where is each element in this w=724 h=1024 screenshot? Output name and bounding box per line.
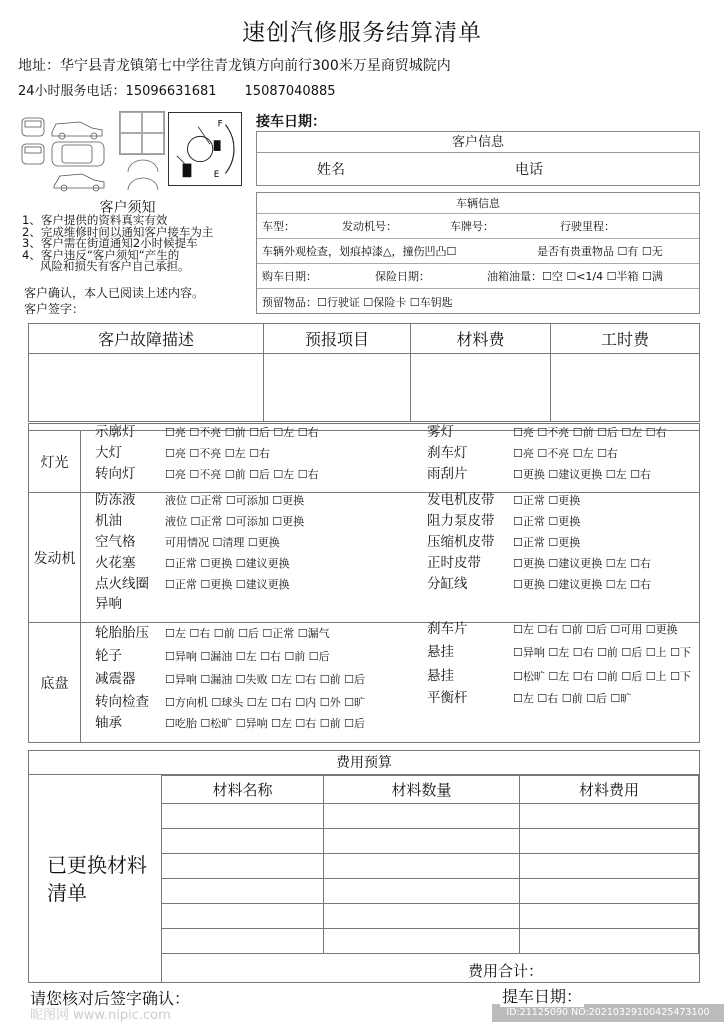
item-options[interactable]: ☐正常 ☐更换 ☐建议更换 [165, 557, 290, 570]
cell[interactable] [324, 879, 520, 904]
inspection-item[interactable] [95, 513, 304, 530]
item-name: 机油 [95, 513, 122, 529]
cell[interactable] [520, 854, 699, 879]
inspection-item[interactable] [427, 513, 580, 530]
forecast-cell[interactable] [264, 354, 411, 422]
pickup-date-label: 接车日期： [256, 114, 326, 130]
inspection-item[interactable] [95, 625, 330, 642]
confirm-text: 客户确认，本人已阅读上述内容。 [24, 286, 205, 300]
materials-table [161, 775, 699, 954]
item-options[interactable]: ☐异响 ☐漏油 ☐左 ☐右 ☐前 ☐后 [165, 650, 330, 663]
inspection-item[interactable] [95, 694, 365, 711]
purchase-date-field[interactable]: 购车日期： [262, 270, 317, 283]
inspection-grid-icon [119, 111, 165, 155]
fuel-level-check[interactable]: 油箱油量：☐空 ☐<1/4 ☐半箱 ☐满 [487, 270, 663, 283]
item-name: 刹车片 [427, 621, 468, 637]
table-row [162, 879, 699, 904]
item-name: 阻力泵皮带 [427, 513, 495, 529]
item-options[interactable]: ☐正常 ☐更换 ☐建议更换 [165, 578, 290, 591]
material-fee-header: 材料费 [411, 324, 551, 354]
inspection-item[interactable] [95, 648, 330, 665]
notice-item: 风险和损失有客户自己承担。 [40, 259, 190, 273]
phone-2: 15087040885 [244, 84, 336, 99]
item-name: 点火线圈 [95, 576, 149, 592]
inspection-item[interactable] [427, 466, 651, 483]
item-name: 悬挂 [427, 668, 454, 684]
phone-1: 15096631681 [125, 84, 217, 99]
cell[interactable] [162, 929, 324, 954]
item-name: 防冻液 [95, 492, 136, 508]
item-name: 轮子 [95, 648, 122, 664]
cell[interactable] [324, 854, 520, 879]
table-row [162, 929, 699, 954]
car-model-field[interactable]: 车型： [262, 220, 295, 233]
cell[interactable] [520, 904, 699, 929]
inspection-item[interactable] [427, 621, 678, 638]
address: 地址：华宁县青龙镇第七中学往青龙镇方向前行300米万星商贸城院内 [18, 58, 451, 74]
item-options[interactable]: ☐左 ☐右 ☐前 ☐后 ☐正常 ☐漏气 [165, 627, 330, 640]
page-title: 速创汽修服务结算清单 [242, 20, 482, 46]
item-name: 轴承 [95, 715, 122, 731]
watermark-id: ID:21125090 NO:20210329100425473100 [492, 1004, 724, 1022]
inspection-item[interactable] [427, 424, 667, 441]
inspection-item[interactable] [427, 668, 691, 685]
cell[interactable] [162, 804, 324, 829]
item-options[interactable]: ☐正常 ☐更换 [513, 494, 581, 507]
car-diagram-icon [20, 112, 118, 194]
labor-fee-header: 工时费 [551, 324, 700, 354]
signature-field[interactable]: 客户签字： [24, 302, 85, 316]
material-name-header: 材料名称 [162, 776, 324, 804]
phone-label: 24小时服务电话： [18, 84, 126, 99]
insurance-date-field[interactable]: 保险日期： [375, 270, 430, 283]
service-phone [18, 80, 364, 99]
notice-list [22, 215, 213, 273]
table-row [162, 829, 699, 854]
item-options[interactable]: ☐正常 ☐更换 [513, 515, 581, 528]
inspection-item[interactable] [427, 555, 651, 572]
forecast-header: 预报项目 [264, 324, 411, 354]
item-name: 发电机皮带 [427, 492, 495, 508]
inspection-item[interactable] [427, 445, 618, 462]
item-options[interactable]: ☐松旷 ☐左 ☐右 ☐前 ☐后 ☐上 ☐下 [513, 670, 692, 683]
dashboard-gauge-icon [124, 158, 162, 192]
item-name: 压缩机皮带 [427, 534, 495, 550]
item-name: 转向检查 [95, 694, 149, 710]
phone-field[interactable]: 电话 [515, 162, 543, 178]
item-options[interactable]: ☐左 ☐右 ☐前 ☐后 ☐旷 [513, 692, 632, 705]
material-cost-header: 材料费用 [520, 776, 699, 804]
customer-info-box [256, 131, 700, 186]
fuel-full-label: F [217, 119, 223, 130]
inspection-item[interactable] [95, 534, 280, 551]
cell[interactable] [162, 829, 324, 854]
inspection-item[interactable] [427, 576, 651, 593]
item-options[interactable]: ☐亮 ☐不亮 ☐左 ☐右 [513, 447, 618, 460]
table-row [162, 904, 699, 929]
total-label: 费用合计： [468, 962, 544, 980]
cell[interactable] [324, 804, 520, 829]
cell[interactable] [162, 879, 324, 904]
item-name: 大灯 [95, 445, 122, 461]
cell[interactable] [162, 904, 324, 929]
item-options[interactable]: 液位 ☐正常 ☐可添加 ☐更换 [165, 494, 305, 507]
item-name: 示廓灯 [95, 424, 136, 440]
item-name: 正时皮带 [427, 555, 481, 571]
cell[interactable] [324, 829, 520, 854]
budget-title: 费用预算 [29, 751, 699, 775]
material-fee-cell[interactable] [411, 354, 551, 422]
inspection-item[interactable] [427, 690, 631, 707]
cell[interactable] [162, 854, 324, 879]
fuel-empty-label: E [213, 170, 220, 181]
vehicle-info-title: 车辆信息 [257, 193, 699, 214]
section-label: 灯光 [29, 431, 81, 492]
inspection-item[interactable] [427, 644, 691, 661]
item-options[interactable]: ☐方向机 ☐球头 ☐左 ☐右 ☐内 ☐外 ☐旷 [165, 696, 366, 709]
item-options[interactable]: ☐更换 ☐建议更换 ☐左 ☐右 [513, 468, 651, 481]
retained-items-check[interactable]: 预留物品：☐行驶证 ☐保险卡 ☐车钥匙 [262, 295, 453, 309]
pickup-date-footer[interactable]: 提车日期： [500, 984, 584, 1007]
labor-fee-cell[interactable] [551, 354, 700, 422]
inspection-table [28, 423, 700, 743]
item-name: 火花塞 [95, 555, 136, 571]
notice-item: 1、客户提供的资料真实有效 [22, 213, 168, 227]
item-options[interactable]: ☐左 ☐右 ☐前 ☐后 ☐可用 ☐更换 [513, 623, 678, 636]
cell[interactable] [324, 929, 520, 954]
item-options[interactable]: ☐更换 ☐建议更换 ☐左 ☐右 [513, 557, 651, 570]
item-options[interactable]: ☐异响 ☐左 ☐右 ☐前 ☐后 ☐上 ☐下 [513, 646, 692, 659]
replaced-materials-label: 已更换材料清单 [47, 853, 147, 905]
vehicle-info-box [256, 192, 700, 314]
section-label: 发动机 [29, 493, 81, 622]
inspection-item[interactable] [95, 466, 319, 483]
fault-desc-cell[interactable] [29, 354, 264, 422]
inspection-item[interactable] [95, 671, 365, 688]
signature-confirm[interactable]: 请您核对后签字确认： [30, 989, 191, 1008]
item-options[interactable]: ☐异响 ☐漏油 ☐失败 ☐左 ☐右 ☐前 ☐后 [165, 673, 366, 686]
plate-number-field[interactable]: 车牌号： [450, 220, 494, 233]
budget-box [28, 750, 700, 983]
valuables-check[interactable]: 是否有贵重物品 ☐有 ☐无 [537, 245, 663, 258]
inspection-item[interactable] [95, 715, 365, 732]
item-name: 分缸线 [427, 576, 468, 592]
item-options[interactable]: ☐亮 ☐不亮 ☐前 ☐后 ☐左 ☐右 [165, 468, 319, 481]
notice-title: 客户须知 [99, 200, 156, 216]
table-row [162, 804, 699, 829]
item-name: 刹车灯 [427, 445, 468, 461]
item-name: 减震器 [95, 671, 136, 687]
item-name: 轮胎胎压 [95, 625, 149, 641]
item-options[interactable]: 可用情况 ☐清理 ☐更换 [165, 536, 280, 549]
inspection-item[interactable] [95, 445, 270, 462]
item-name: 异响 [95, 596, 122, 612]
item-name: 平衡杆 [427, 690, 468, 706]
item-options[interactable]: ☐正常 ☐更换 [513, 536, 581, 549]
item-options[interactable]: ☐亮 ☐不亮 ☐前 ☐后 ☐左 ☐右 [513, 426, 667, 439]
fuel-gauge-icon [168, 112, 242, 186]
mileage-field[interactable]: 行驶里程： [560, 220, 615, 233]
item-name: 悬挂 [427, 644, 454, 660]
inspection-item[interactable] [95, 596, 165, 613]
item-options[interactable]: ☐亮 ☐不亮 ☐前 ☐后 ☐左 ☐右 [165, 426, 319, 439]
inspection-item[interactable] [427, 492, 580, 509]
watermark-logo: 昵图网 www.nipic.com [30, 1008, 171, 1023]
inspection-item[interactable] [95, 555, 290, 572]
inspection-item[interactable] [95, 492, 304, 509]
cell[interactable] [520, 879, 699, 904]
total-row [161, 954, 699, 983]
name-field[interactable]: 姓名 [317, 162, 345, 178]
item-options[interactable]: ☐亮 ☐不亮 ☐左 ☐右 [165, 447, 270, 460]
item-name: 空气格 [95, 534, 136, 550]
cell[interactable] [520, 829, 699, 854]
cell[interactable] [324, 904, 520, 929]
inspection-item[interactable] [95, 576, 290, 593]
engine-number-field[interactable]: 发动机号： [342, 220, 397, 233]
customer-confirm [24, 285, 204, 317]
item-name: 雾灯 [427, 424, 454, 440]
notice-item: 4、客户违反“客户须知“产生的 [22, 247, 180, 262]
item-options[interactable]: 液位 ☐正常 ☐可添加 ☐更换 [165, 515, 305, 528]
cell[interactable] [520, 804, 699, 829]
table-row [162, 854, 699, 879]
item-options[interactable]: ☐更换 ☐建议更换 ☐左 ☐右 [513, 578, 651, 591]
item-name: 转向灯 [95, 466, 136, 482]
fault-table [28, 323, 700, 422]
fault-desc-header: 客户故障描述 [29, 324, 264, 354]
inspection-item[interactable] [427, 534, 580, 551]
item-options[interactable]: ☐吃胎 ☐松旷 ☐异响 ☐左 ☐右 ☐前 ☐后 [165, 717, 366, 730]
exterior-check[interactable]: 车辆外观检查，划痕掉漆△，撞伤凹凸☐ [262, 245, 457, 258]
notice-item: 3、客户需在街道通知2小时候提车 [22, 236, 198, 250]
inspection-item[interactable] [95, 424, 319, 441]
section-label: 底盘 [29, 623, 81, 743]
item-name: 雨刮片 [427, 466, 468, 482]
customer-info-title: 客户信息 [257, 132, 699, 153]
notice-item: 2、完成维修时间以通知客户接车为主 [22, 224, 214, 239]
material-qty-header: 材料数量 [324, 776, 520, 804]
cell[interactable] [520, 929, 699, 954]
